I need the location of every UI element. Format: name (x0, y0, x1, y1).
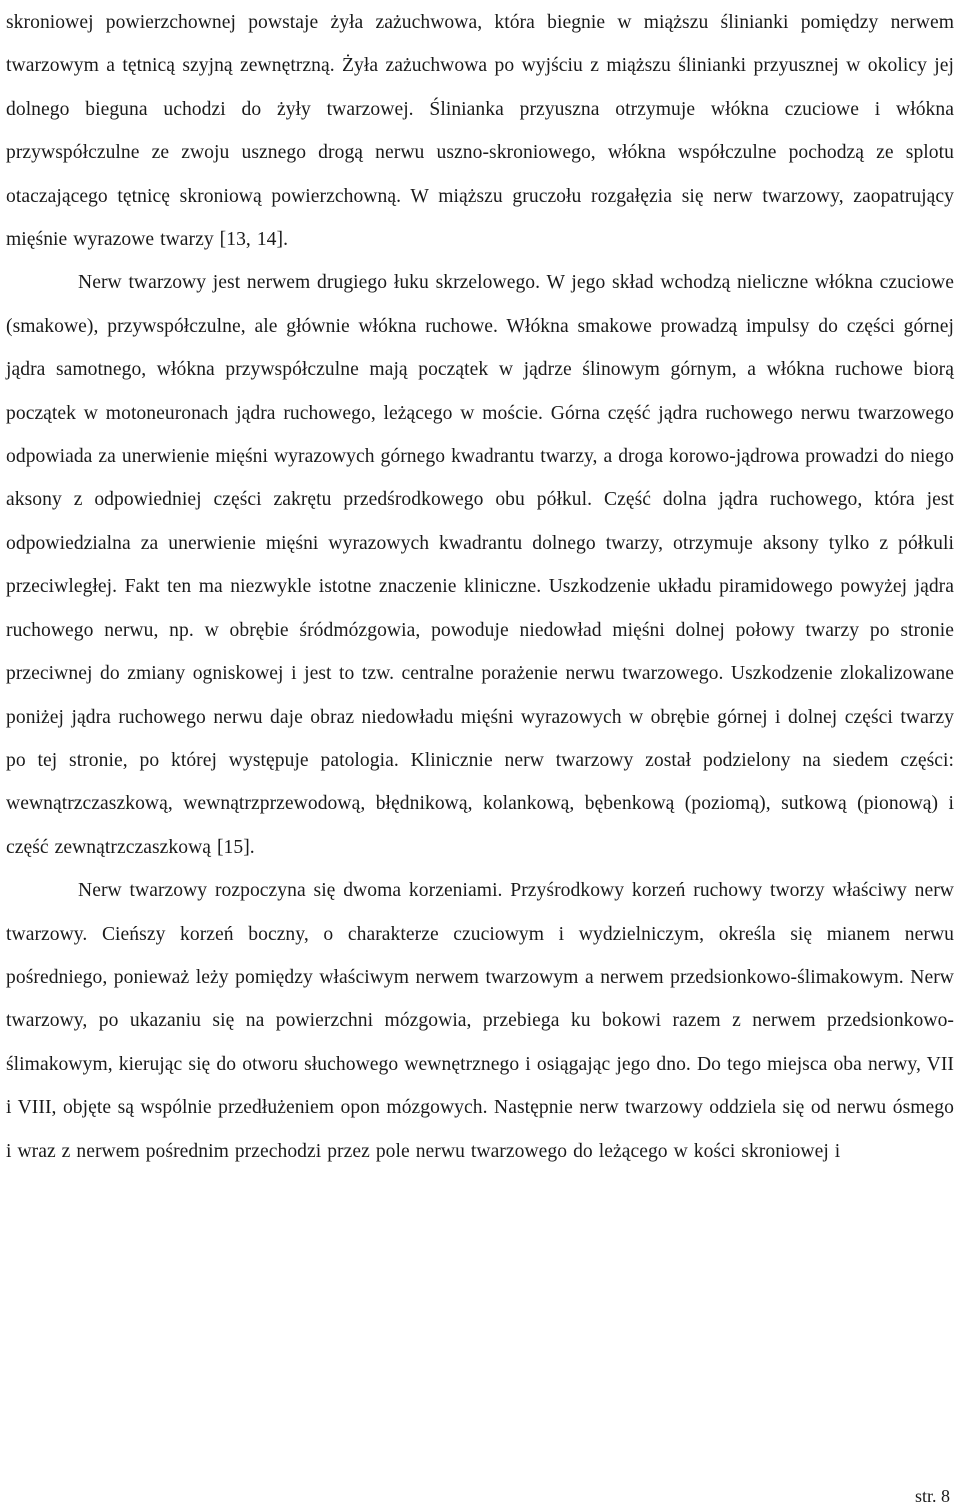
paragraph-1: skroniowej powierzchownej powstaje żyła zażuchwowa, która biegnie w miąższu ślinianki pomiędzy nerwem twarzowym a tętnicą szyjną zewnętrzną. Żyła zażuchwowa po wyjściu z miąższu ślinianki przyusznej w okolicy jej dolnego bieguna uchodzi do żyły twarzowej. Ślinianka przyuszna otrzymuje włókna czuciowe i włókna przywspółczulne ze zwoju usznego drogą nerwu uszno-skroniowego, włókna współczulne pochodzą ze splotu otaczającego tętnicę skroniową powierzchowną. W miąższu gruczołu rozgałęzia się nerw twarzowy, zaopatrujący mięśnie wyrazowe twarzy [13, 14]. (6, 12, 954, 251)
paragraph-3: Nerw twarzowy rozpoczyna się dwoma korzeniami. Przyśrodkowy korzeń ruchowy tworzy właściwy nerw twarzowy. Cieńszy korzeń boczny, o charakterze czuciowym i wydzielniczym, określa się mianem nerwu pośredniego, ponieważ leży pomiędzy właściwym nerwem twarzowym a nerwem przedsionkowo-ślimakowym. Nerw twarzowy, po ukazaniu się na powierzchni mózgowia, przebiega ku bokowi razem z nerwem przedsionkowo-ślimakowym, kierując się do otworu słuchowego wewnętrznego i osiągając jego dno. Do tego miejsca oba nerwy, VII i VIII, objęte są wspólnie przedłużeniem opon mózgowych. Następnie nerw twarzowy oddziela się od nerwu ósmego i wraz z nerwem pośrednim przechodzi przez pole nerwu twarzowego do leżącego w kości skroniowej i (6, 880, 954, 1162)
page-number: str. 8 (914, 1486, 950, 1506)
body-text (6, 0, 954, 1173)
document-page (6, 0, 954, 1509)
paragraph-2: Nerw twarzowy jest nerwem drugiego łuku skrzelowego. W jego skład wchodzą nieliczne włókna czuciowe (smakowe), przywspółczulne, ale głównie włókna ruchowe. Włókna smakowe prowadzą impulsy do części górnej jądra samotnego, włókna przywspółczulne mają początek w jądrze ślinowym górnym, a włókna ruchowe biorą początek w motoneuronach jądra ruchowego, leżącego w moście. Górna część jądra ruchowego nerwu twarzowego odpowiada za unerwienie mięśni wyrazowych górnego kwadrantu twarzy, a droga korowo-jądrowa prowadzi do niego aksony z odpowiedniej części zakrętu przedśrodkowego obu półkul. Część dolna jądra ruchowego, która jest odpowiedzialna za unerwienie mięśni wyrazowych kwadrantu dolnego twarzy, otrzymuje aksony tylko z półkuli przeciwległej. Fakt ten ma niezwykle istotne znaczenie kliniczne. Uszkodzenie układu piramidowego powyżej jądra ruchowego nerwu, np. w obrębie śródmózgowia, powoduje niedowład mięśni dolnej połowy twarzy po stronie przeciwnej do zmiany ogniskowej i jest to tzw. centralne porażenie nerwu twarzowego. Uszkodzenie zlokalizowane poniżej jądra ruchowego nerwu daje obraz niedowładu mięśni wyrazowych w obrębie górnej i dolnej części twarzy po tej stronie, po której występuje patologia. Klinicznie nerw twarzowy został podzielony na siedem części: wewnątrzczaszkową, wewnątrzprzewodową, błędnikową, kolankową, bębenkową (poziomą), sutkową (pionową) i część zewnątrzczaszkową [15]. (6, 272, 954, 858)
